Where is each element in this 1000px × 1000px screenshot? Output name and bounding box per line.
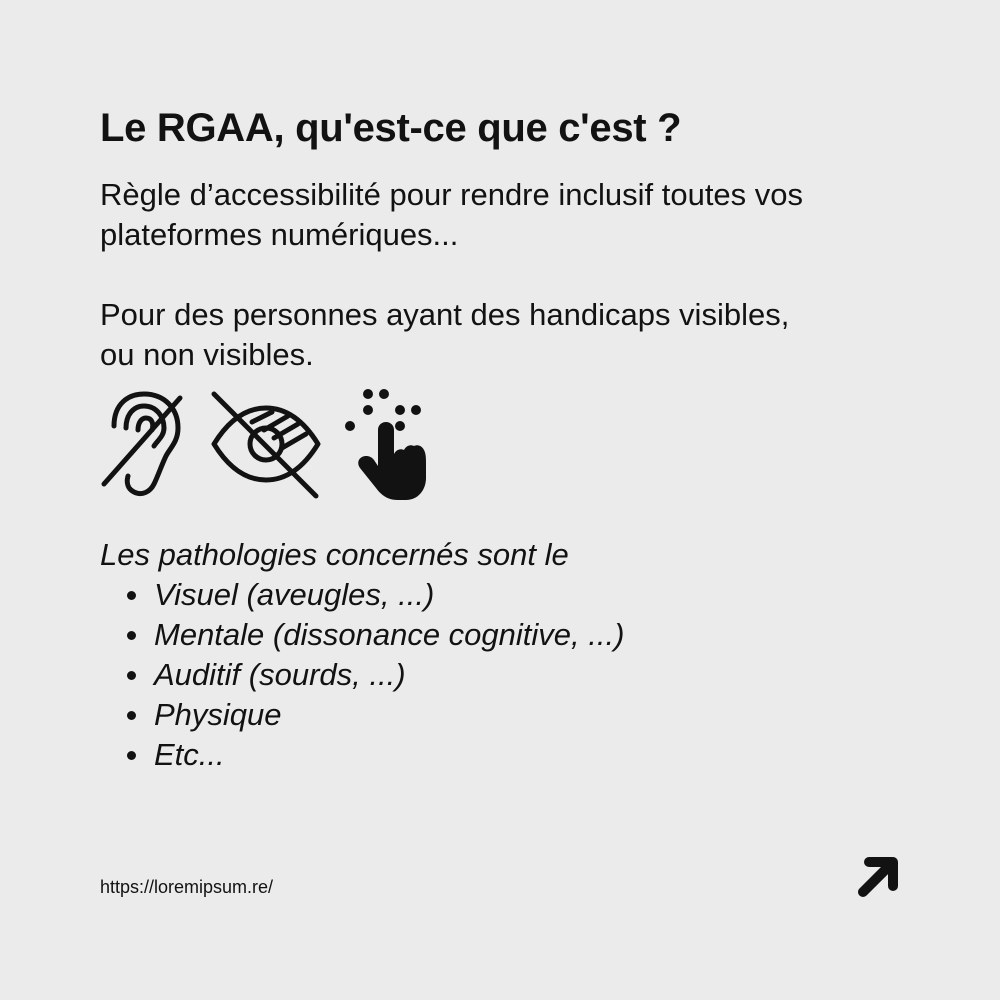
disability-icons [98,388,438,503]
list-item: Etc... [100,735,624,775]
list-item: Auditif (sourds, ...) [100,655,624,695]
arrow-up-right-icon [855,854,901,900]
bullet-icon [127,671,136,680]
pathologies-list [100,575,624,775]
pathologies-intro: Les pathologies concernés sont le [100,537,569,572]
intro-paragraph [100,175,920,255]
audience-line-1: Pour des personnes ayant des handicaps visibles, [100,297,790,332]
footer-url: https://loremipsum.re/ [100,877,274,897]
hearing-impaired-icon [98,388,188,500]
intro-line-2: plateformes numériques... [100,217,459,252]
audience-line-2: ou non visibles. [100,337,314,372]
visually-impaired-icon [208,388,324,500]
audience-paragraph [100,295,920,375]
pathologies-section [100,535,624,775]
list-item: Physique [100,695,624,735]
list-item: Mentale (dissonance cognitive, ...) [100,615,624,655]
braille-touch-icon [344,388,434,500]
page-title: Le RGAA, qu'est-ce que c'est ? [100,106,682,150]
bullet-icon [127,751,136,760]
bullet-icon [127,591,136,600]
list-item: Visuel (aveugles, ...) [100,575,624,615]
intro-line-1: Règle d’accessibilité pour rendre inclusif toutes vos [100,177,804,212]
bullet-icon [127,631,136,640]
bullet-icon [127,711,136,720]
